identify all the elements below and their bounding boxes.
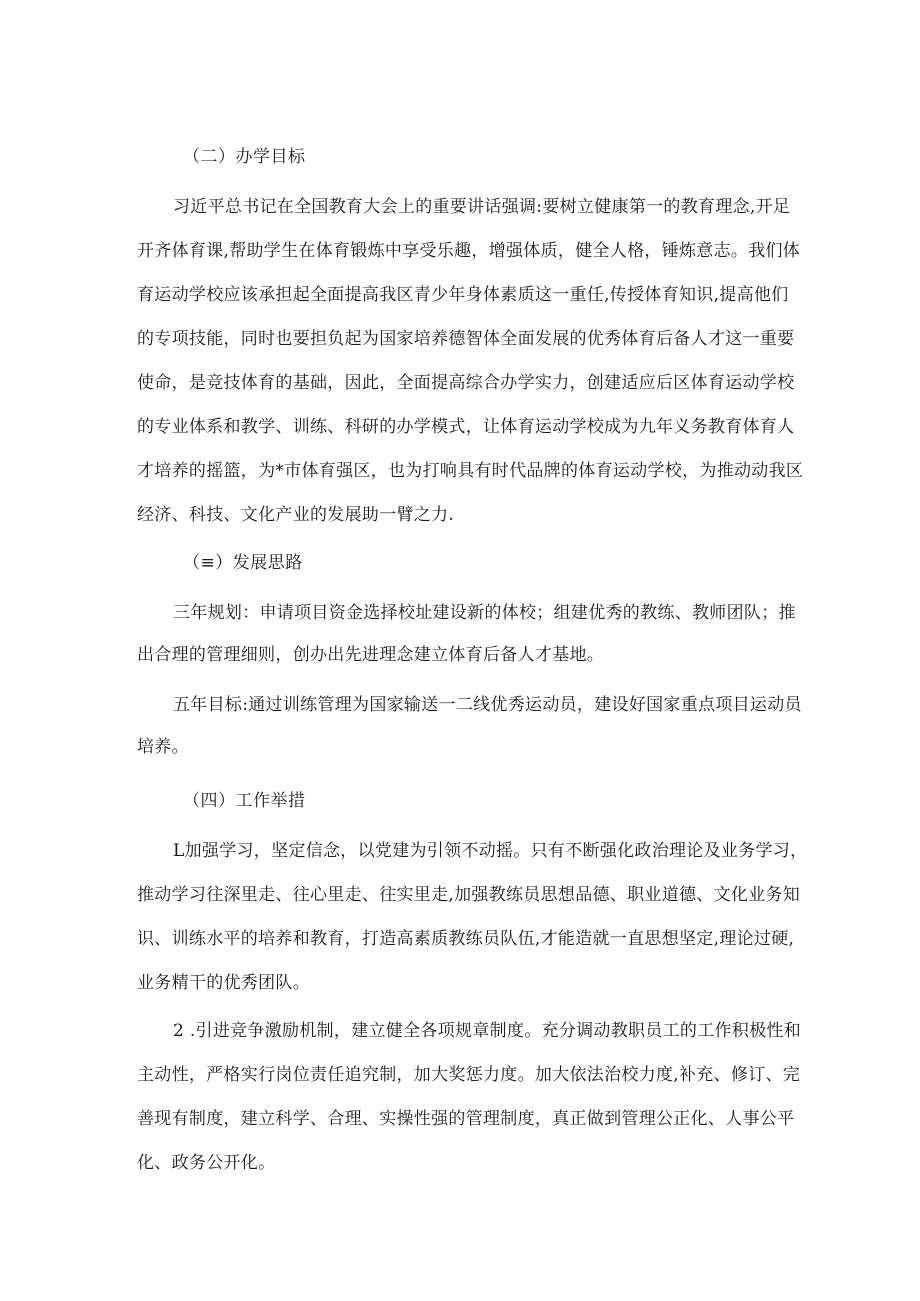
paragraph-line: 主动性，严格实行岗位责任追究制，加大奖惩力度。加大依法治校力度,补充、修订、完 xyxy=(137,1065,801,1085)
paragraph-line: 业务精干的优秀团队。 xyxy=(137,973,310,993)
paragraph-line: 的专业体系和教学、训练、科研的办学模式，让体育运动学校成为九年义务教育体育人 xyxy=(137,417,795,437)
paragraph-line: 识、训练水平的培养和教育，打造高素质教练员队伍,才能造就一直思想坚定,理论过硬, xyxy=(137,929,795,949)
paragraph-line: 出合理的管理细则，创办出先进理念建立体育后备人才基地。 xyxy=(137,645,605,665)
paragraph-line: 2 .引进竞争激励机制，建立健全各项规章制度。充分调动教职员工的工作积极性和 xyxy=(173,1021,802,1041)
paragraph-line: 经济、科技、文化产业的发展助一臂之力. xyxy=(137,505,455,525)
paragraph-line: 善现有制度，建立科学、合理、实操性强的管理制度，真正做到管理公正化、人事公平 xyxy=(137,1109,795,1129)
paragraph-line: 推动学习往深里走、往心里走、往实里走,加强教练员思想品德、职业道德、文化业务知 xyxy=(137,885,801,905)
paragraph-line: L加强学习，坚定信念，以党建为引领不动摇。只有不断强化政治理论及业务学习， xyxy=(173,841,808,861)
section-heading-measures: （四）工作举措 xyxy=(183,791,306,811)
paragraph-line: 育运动学校应该承担起全面提高我区青少年身体素质这一重任,传授体育知识,提高他们 xyxy=(137,285,789,305)
paragraph-line: 五年目标:通过训练管理为国家输送一二线优秀运动员，建设好国家重点项目运动员 xyxy=(173,695,802,715)
paragraph-line: 化、政务公开化。 xyxy=(137,1153,276,1173)
paragraph-line: 开齐体育课,帮助学生在体育锻炼中享受乐趣，增强体质，健全人格，锤炼意志。我们体 xyxy=(137,241,801,261)
paragraph-line: 习近平总书记在全国教育大会上的重要讲话强调:要树立健康第一的教育理念,开足 xyxy=(173,197,791,217)
paragraph-line: 才培养的摇篮，为*市体育强区，也为打响具有时代品牌的体育运动学校，为推动动我区 xyxy=(137,461,804,481)
paragraph-line: 的专项技能，同时也要担负起为国家培养德智体全面发展的优秀体育后备人才这一重要 xyxy=(137,329,795,349)
paragraph-line: 培养。 xyxy=(137,737,189,757)
section-heading-goals: （二）办学目标 xyxy=(183,147,306,167)
paragraph-line: 使命，是竞技体育的基础，因此，全面提高综合办学实力，创建适应后区体育运动学校 xyxy=(137,373,795,393)
section-heading-development: （≡）发展思路 xyxy=(183,553,303,573)
paragraph-line: 三年规划：申请项目资金选择校址建设新的体校；组建优秀的教练、教师团队；推 xyxy=(173,603,796,623)
